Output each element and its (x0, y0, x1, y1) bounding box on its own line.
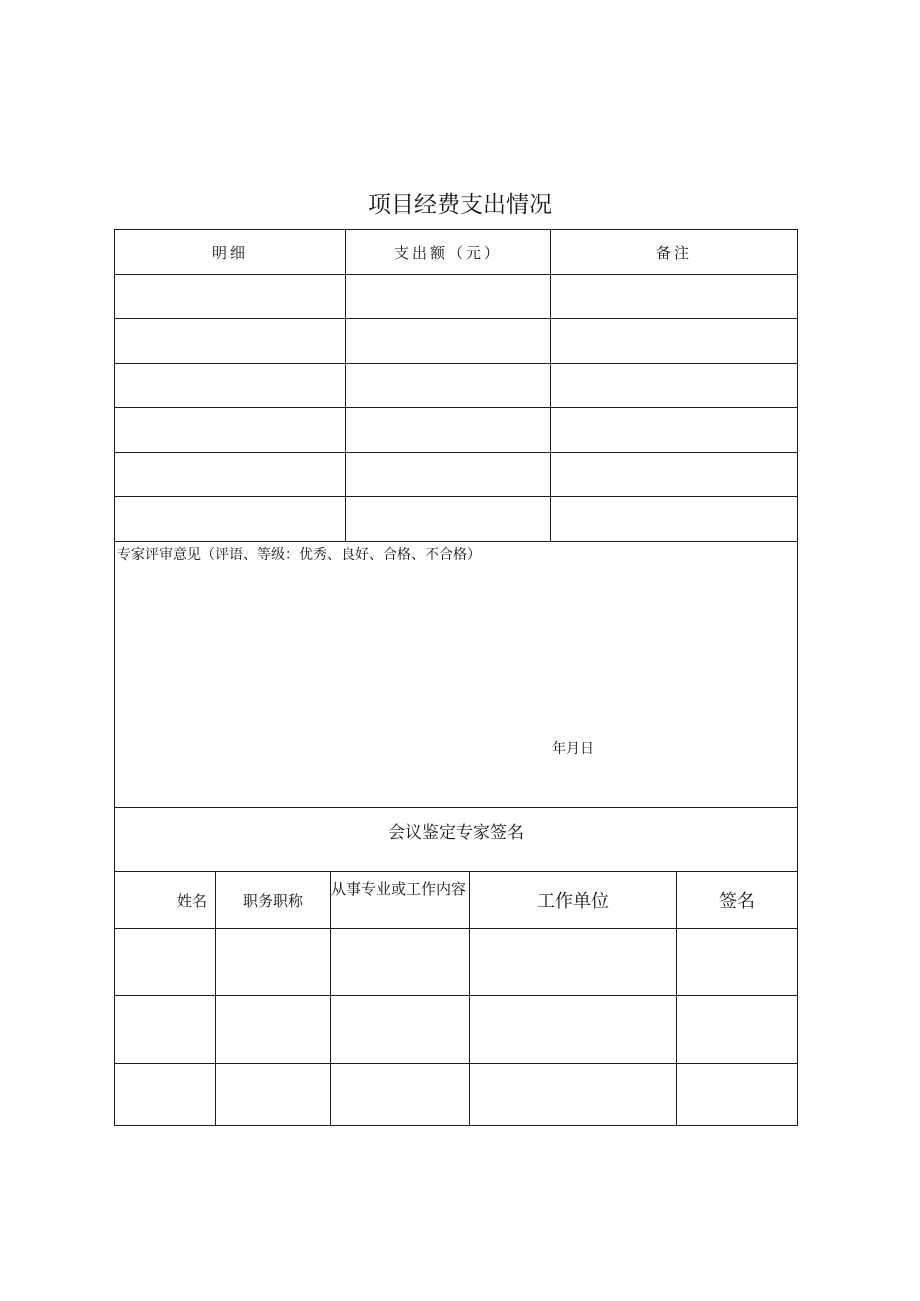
header-specialty: 从事专业或工作内容 (331, 872, 470, 929)
signature-cell[interactable] (677, 929, 798, 996)
specialty-cell[interactable] (331, 1064, 470, 1126)
expert-opinion-box[interactable] (115, 542, 798, 808)
amount-cell[interactable] (346, 453, 551, 497)
expert-signature-section-title: 会议鉴定专家签名 (115, 808, 798, 872)
detail-cell[interactable] (115, 364, 346, 408)
remark-cell[interactable] (551, 408, 798, 453)
table-row (115, 453, 798, 497)
table-row (115, 929, 798, 996)
expense-table (114, 229, 798, 542)
header-signature: 签名 (677, 872, 798, 929)
organization-cell[interactable] (470, 1064, 677, 1126)
position-cell[interactable] (216, 1064, 331, 1126)
name-cell[interactable] (115, 1064, 216, 1126)
remark-cell[interactable] (551, 364, 798, 408)
table-row (115, 319, 798, 364)
remark-cell[interactable] (551, 275, 798, 319)
expert-signature-table (114, 871, 798, 1126)
position-cell[interactable] (216, 929, 331, 996)
expert-opinion-label: 专家评审意见（评语、等级：优秀、良好、合格、不合格） (117, 547, 481, 563)
amount-cell[interactable] (346, 275, 551, 319)
detail-cell[interactable] (115, 319, 346, 364)
specialty-cell[interactable] (331, 929, 470, 996)
detail-cell[interactable] (115, 408, 346, 453)
header-organization: 工作单位 (470, 872, 677, 929)
detail-cell[interactable] (115, 453, 346, 497)
name-cell[interactable] (115, 929, 216, 996)
remark-cell[interactable] (551, 497, 798, 542)
detail-cell[interactable] (115, 275, 346, 319)
amount-cell[interactable] (346, 497, 551, 542)
header-detail: 明细 (115, 230, 346, 275)
name-cell[interactable] (115, 996, 216, 1064)
table-header-row (115, 872, 798, 929)
opinion-table (114, 541, 798, 872)
page-title: 项目经费支出情况 (368, 192, 552, 218)
table-row (115, 1064, 798, 1126)
table-row (115, 996, 798, 1064)
remark-cell[interactable] (551, 453, 798, 497)
opinion-date-label: 年月日 (552, 741, 594, 757)
position-cell[interactable] (216, 996, 331, 1064)
amount-cell[interactable] (346, 364, 551, 408)
table-header-row (115, 230, 798, 275)
table-row (115, 408, 798, 453)
specialty-cell[interactable] (331, 996, 470, 1064)
amount-cell[interactable] (346, 319, 551, 364)
amount-cell[interactable] (346, 408, 551, 453)
table-row (115, 275, 798, 319)
organization-cell[interactable] (470, 996, 677, 1064)
header-position: 职务职称 (216, 872, 331, 929)
header-amount: 支出额（元） (346, 230, 551, 275)
remark-cell[interactable] (551, 319, 798, 364)
header-name: 姓名 (115, 872, 216, 929)
signature-cell[interactable] (677, 1064, 798, 1126)
detail-cell[interactable] (115, 497, 346, 542)
organization-cell[interactable] (470, 929, 677, 996)
table-row (115, 497, 798, 542)
signature-cell[interactable] (677, 996, 798, 1064)
header-remark: 备注 (551, 230, 798, 275)
table-row (115, 364, 798, 408)
